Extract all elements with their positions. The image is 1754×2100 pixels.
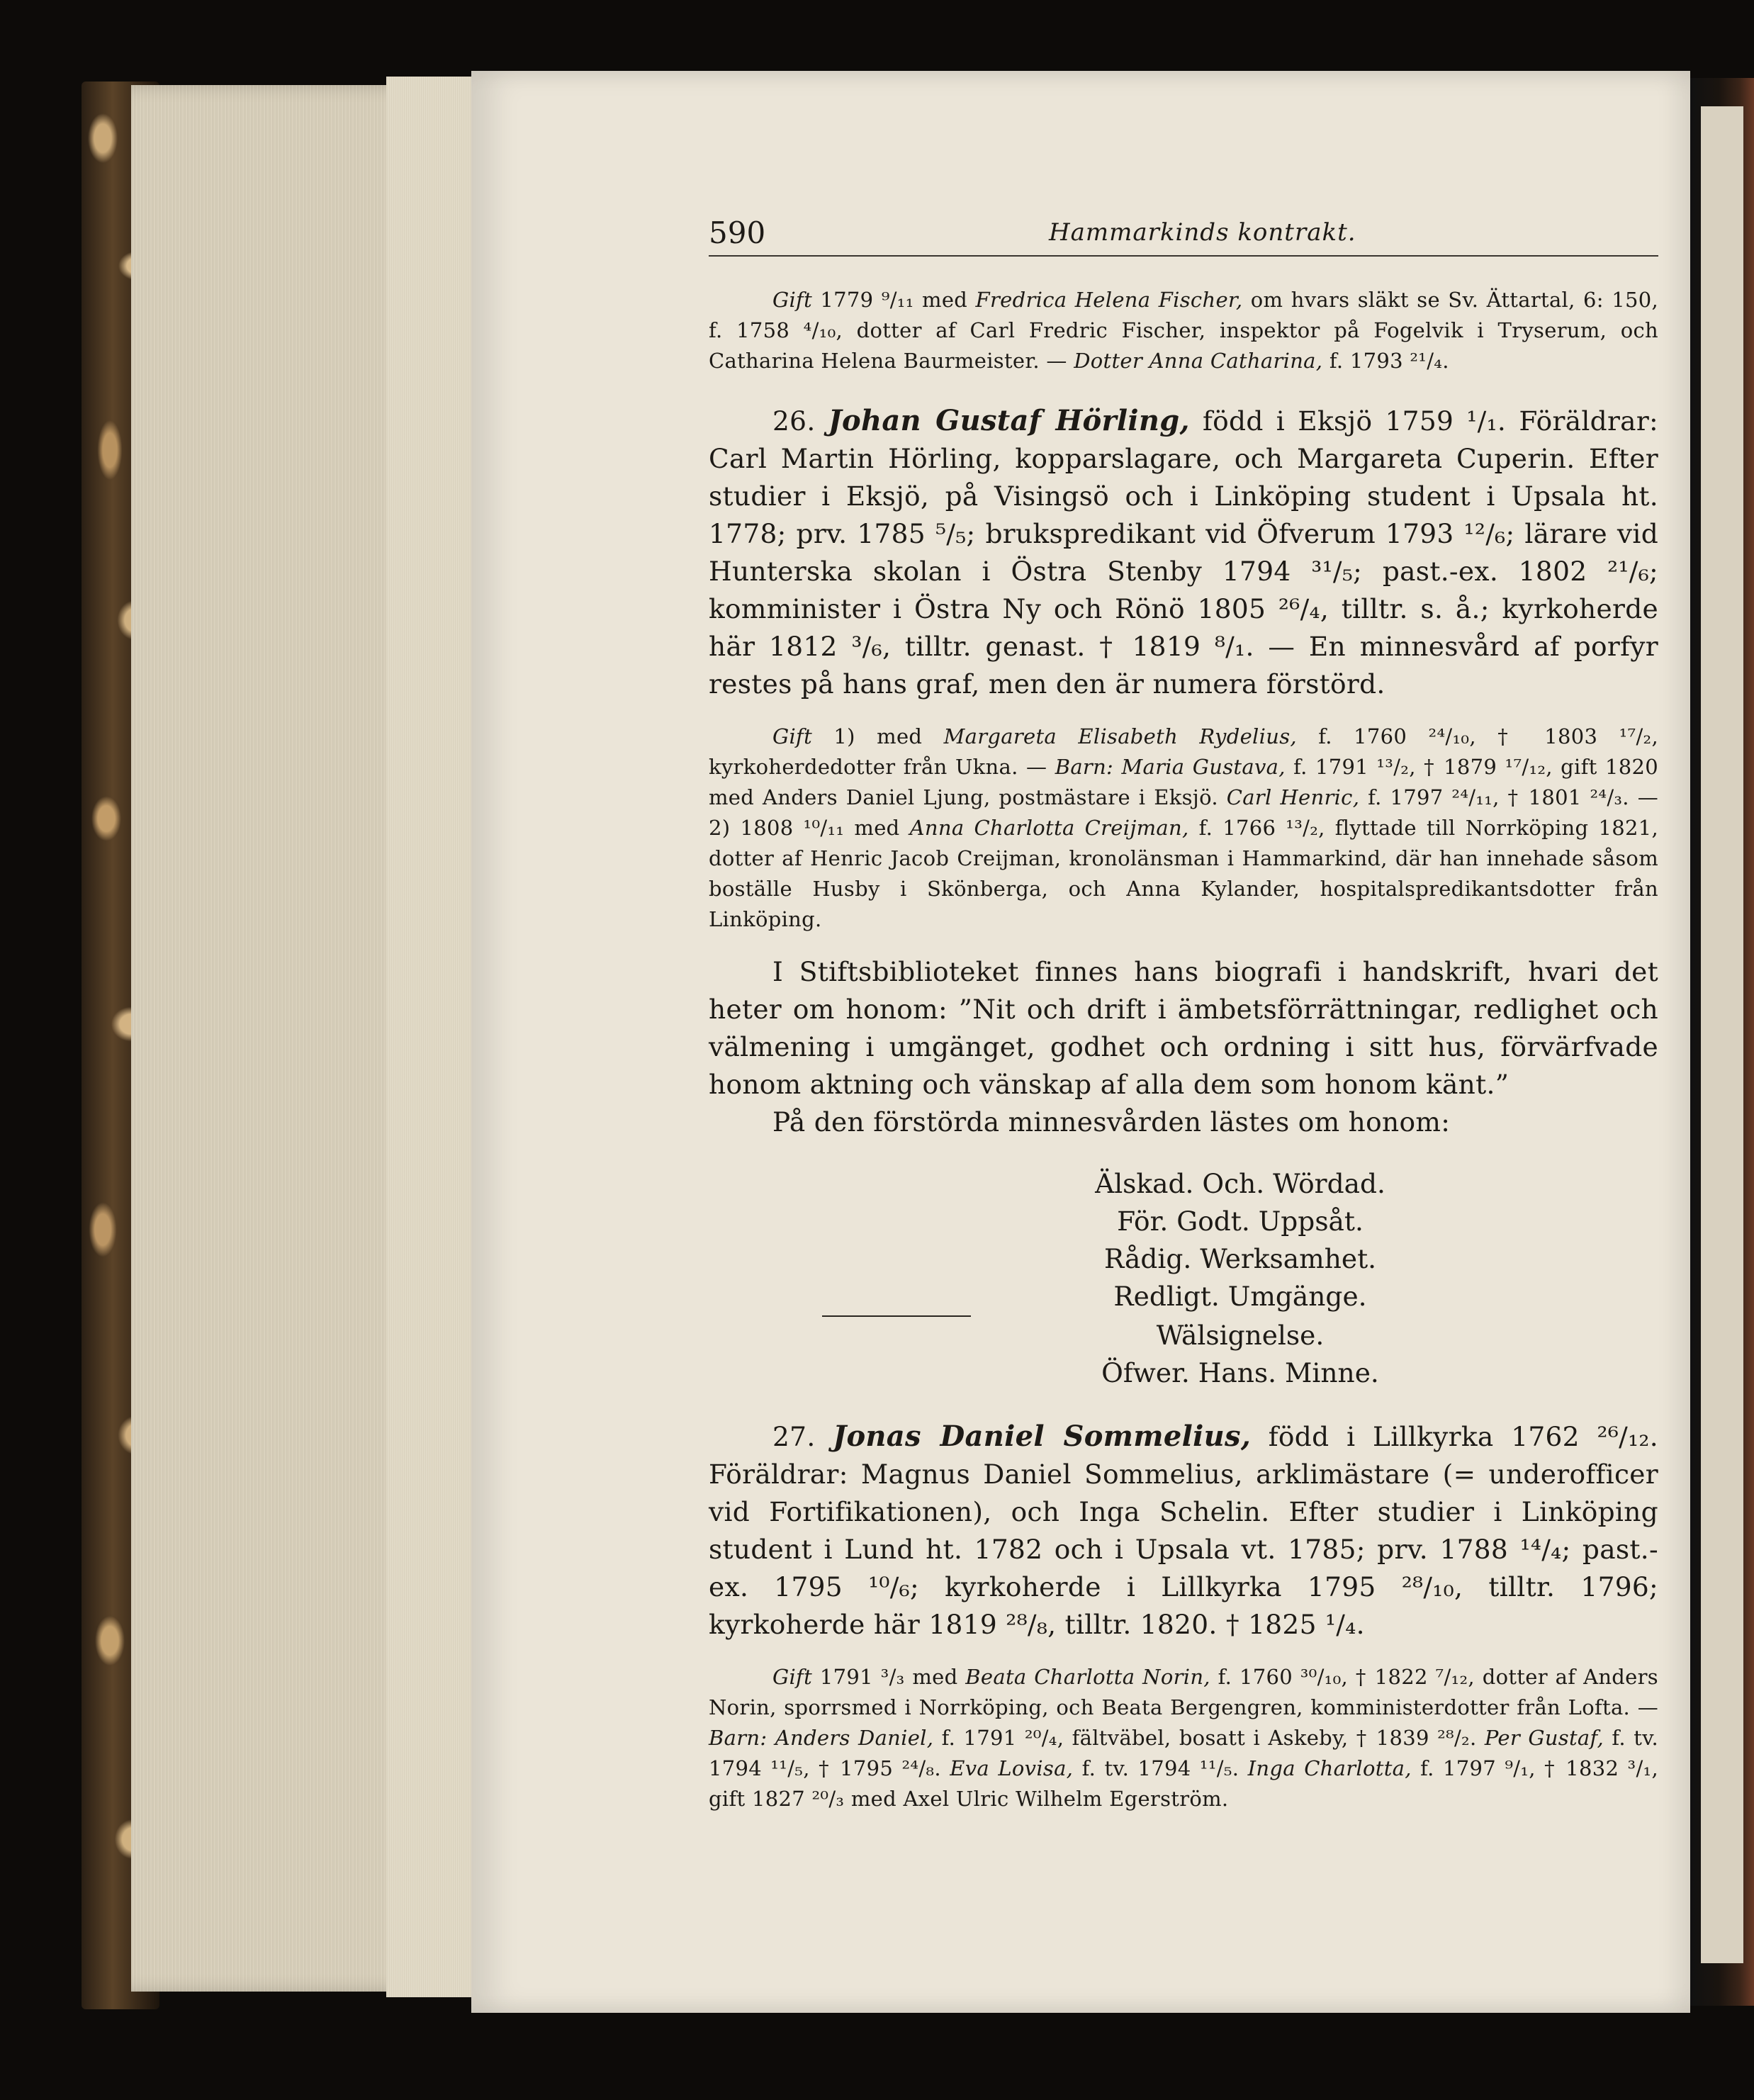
inscription-line: Öfwer. Hans. Minne. bbox=[1101, 1357, 1379, 1388]
child-name: Barn: Maria Gustava, bbox=[1055, 755, 1286, 779]
text-span: f. 1791 ¹³/₂, † 1879 ¹⁷/₁₂, gift 1820 med Anders Daniel Ljung, postmästare i Eksjö. bbox=[709, 755, 1658, 809]
memorial-intro: På den förstörda minnesvården lästes om honom: bbox=[772, 1106, 1451, 1138]
entry-text: född i Eksjö 1759 ¹/₁. Föräldrar: Carl Martin Hörling, kopparslagare, och Margareta Cuperin. Efter studier i Eksjö, på Visingsö och i Linköping student i Upsala ht. 1778; prv. 1785 ⁵/₅; brukspredikant vid Öfverum 1793 ¹²/₆; lärare vid Hunterska skolan i Östra Stenby 1794 ³¹/₅; past.-ex. 1802 ²¹/₆; komminister i Östra Ny och Rönö 1805 ²⁶/₄, tilltr. s. å.; kyrkoherde här 1812 ³/₆, tilltr. genast. † 1819 ⁸/₁. — En minnesvård af porfyr restes på hans graf, men den är numera förstörd. bbox=[709, 405, 1658, 700]
text-span: f. 1760 ²⁴/₁₀, † 1803 ¹⁷/₂, kyrkoherdedotter från Ukna. — bbox=[709, 724, 1658, 779]
text-span: f. 1797 ²⁴/₁₁, † 1801 ²⁴/₃. — 2) 1808 ¹⁰/₁₁ med bbox=[709, 785, 1659, 840]
page-edges-inner bbox=[386, 77, 478, 1997]
label-gift: Gift bbox=[772, 288, 813, 312]
text-span: 1791 ³/₃ med bbox=[812, 1665, 966, 1689]
entry-number: 27. bbox=[772, 1421, 816, 1452]
spouse-name: Beata Charlotta Norin, bbox=[965, 1665, 1210, 1689]
label-gift: Gift bbox=[772, 724, 813, 748]
entry-text: född i Lillkyrka 1762 ²⁶/₁₂. Föräldrar: Magnus Daniel Sommelius, arklimästare (= underofficer vid Fortifikationen), och Inga Schelin. Efter studier i Linköping student i Lund ht. 1782 och i Upsala vt. 1785; prv. 1788 ¹⁴/₄; past.-ex. 1795 ¹⁰/₆; kyrkoherde i Lillkyrka 1795 ²⁸/₁₀, tilltr. 1796; kyrkoherde här 1819 ²⁸/₈, tilltr. 1820. † 1825 ¹/₄. bbox=[709, 1421, 1658, 1640]
biography-paragraph: I Stiftsbiblioteket finnes hans biografi i handskrift, hvari det heter om honom: ”Nit och drift i ämbetsförrättningar, redlighet och välmening i umgänget, godhet och ordning i sitt hus, förvärfvade honom aktning och vänskap af alla dem som honom känt.” bbox=[709, 956, 1658, 1100]
marriage-note-25 bbox=[709, 285, 1658, 376]
marriage-note-26 bbox=[709, 721, 1658, 935]
entry-number: 26. bbox=[772, 405, 816, 437]
entry-name: Jonas Daniel Sommelius, bbox=[833, 1420, 1252, 1453]
spouse-name: Anna Charlotta Creijman, bbox=[909, 816, 1189, 840]
child-name: Dotter Anna Catharina, bbox=[1074, 349, 1323, 373]
text-span: om hvars släkt se Sv. Ättartal, 6: 150, f. 1758 ⁴/₁₀, dotter af Carl Fredric Fischer, inspektor på Fogelvik i Tryserum, och Catharina Helena Baurmeister. — bbox=[709, 288, 1658, 373]
memorial-inscription bbox=[709, 1165, 1658, 1392]
child-name: Barn: Anders Daniel, bbox=[709, 1726, 934, 1750]
text-span: f. 1760 ³⁰/₁₀, † 1822 ⁷/₁₂, dotter af Anders Norin, sporrsmed i Norrköping, och Beata Bergengren, komministerdotter från Lofta. — bbox=[709, 1665, 1658, 1719]
child-name: Inga Charlotta, bbox=[1247, 1756, 1412, 1780]
inscription-line: Rådig. Werksamhet. bbox=[1103, 1243, 1377, 1274]
label-gift: Gift bbox=[772, 1665, 813, 1689]
page-content bbox=[709, 213, 1658, 1814]
running-head: Hammarkinds kontrakt. bbox=[1049, 218, 1356, 247]
inscription-line: Redligt. Umgänge. bbox=[1113, 1281, 1367, 1312]
text-span: 1) med bbox=[812, 724, 944, 748]
text-span: f. 1793 ²¹/₄. bbox=[1322, 349, 1449, 373]
text-span: f. tv. 1794 ¹¹/₅, † 1795 ²⁴/₈. bbox=[709, 1726, 1659, 1780]
child-name: Per Gustaf, bbox=[1484, 1726, 1604, 1750]
spouse-name: Fredrica Helena Fischer, bbox=[975, 288, 1243, 312]
inscription-line: Wälsignelse. bbox=[1156, 1320, 1325, 1351]
child-name: Eva Lovisa, bbox=[950, 1756, 1074, 1780]
inscription-line: För. Godt. Uppsåt. bbox=[1117, 1206, 1364, 1237]
marriage-note-27 bbox=[709, 1662, 1658, 1814]
text-span: 1779 ⁹/₁₁ med bbox=[812, 288, 976, 312]
page-header bbox=[709, 213, 1658, 257]
entry-name: Johan Gustaf Hörling, bbox=[828, 404, 1190, 437]
text-span: f. 1791 ²⁰/₄, fältväbel, bosatt i Askeby, † 1839 ²⁸/₂. bbox=[933, 1726, 1485, 1750]
entry-26 bbox=[709, 402, 1658, 703]
page-number: 590 bbox=[709, 215, 766, 250]
text-span: f. 1766 ¹³/₂, flyttade till Norrköping 1821, dotter af Henric Jacob Creijman, kronolänsman i Hammarkind, där han innehade såsom boställe Husby i Skönberga, och Anna Kylander, hospitalspredikantsdotter från Linköping. bbox=[709, 816, 1659, 931]
text-span: f. tv. 1794 ¹¹/₅. bbox=[1073, 1756, 1248, 1780]
child-name: Carl Henric, bbox=[1226, 785, 1360, 809]
spouse-name: Margareta Elisabeth Rydelius, bbox=[943, 724, 1297, 748]
text-span: f. 1797 ⁹/₁, † 1832 ³/₁, gift 1827 ²⁰/₃ med Axel Ulric Wilhelm Egerström. bbox=[709, 1756, 1659, 1811]
entry-27 bbox=[709, 1417, 1658, 1644]
inscription-line: Älskad. Och. Wördad. bbox=[1095, 1168, 1385, 1199]
next-page-edge bbox=[1701, 106, 1743, 1963]
